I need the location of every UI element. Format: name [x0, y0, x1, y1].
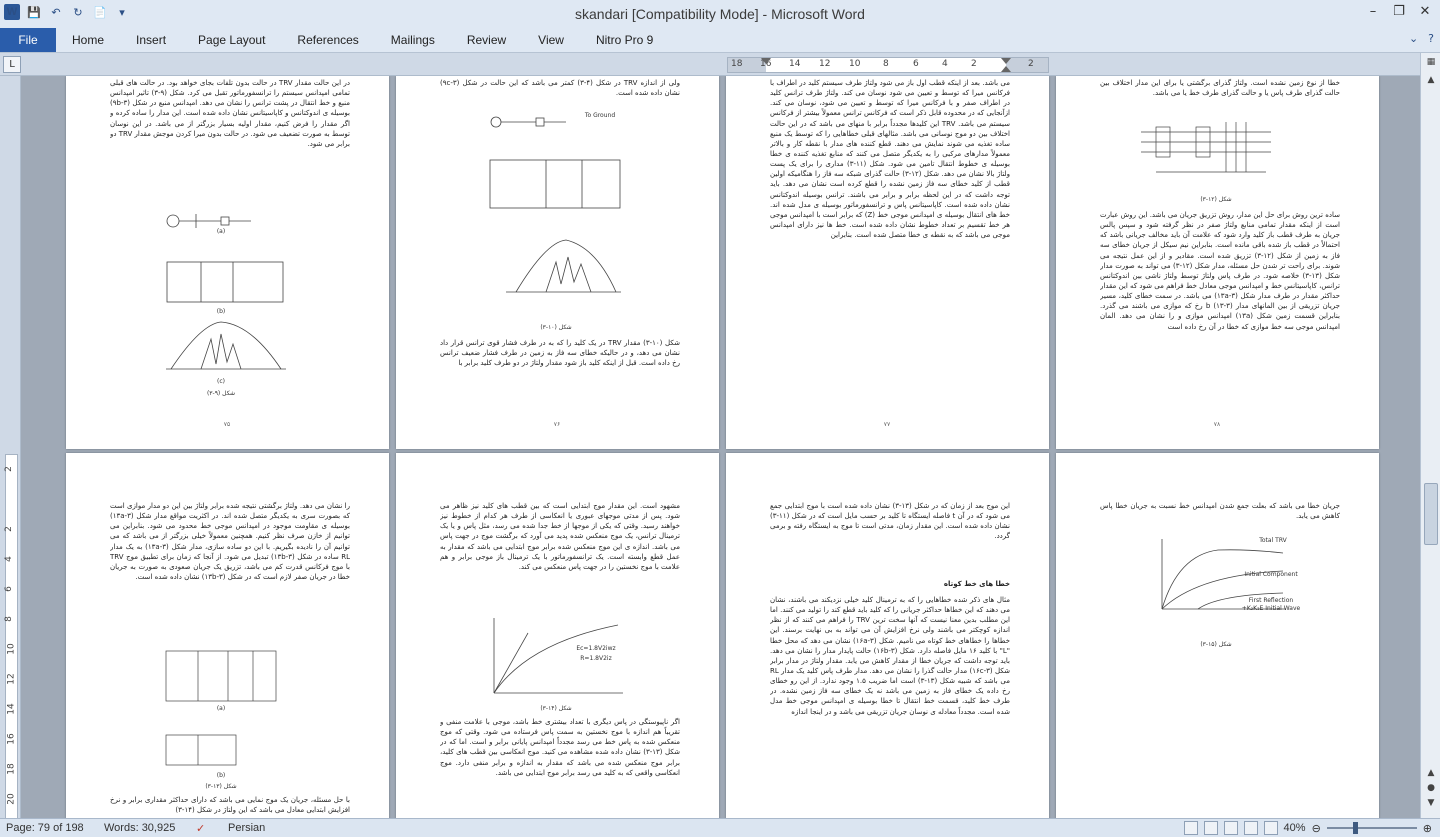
- ruler-number: 2: [971, 59, 977, 69]
- page-80[interactable]: [396, 453, 719, 818]
- ruler-number: 4: [942, 59, 948, 69]
- ruler-number: 2: [1028, 59, 1034, 69]
- page-number: ۷۷: [883, 421, 891, 428]
- figure-label: To Ground: [584, 112, 616, 119]
- vruler-number: 4: [3, 556, 14, 562]
- figure-caption: (a): [216, 705, 226, 712]
- ruler-number: 14: [789, 59, 801, 69]
- tab-mailings[interactable]: Mailings: [390, 33, 435, 47]
- ruler-number: 8: [883, 59, 889, 69]
- figure-caption: شکل (۹-۳): [206, 390, 236, 397]
- page-text: جریان خطا می باشد که بعلت جمع شدن امپدانس خط نسبت به جریان خطا پاس کاهش می یابد.: [1100, 502, 1340, 521]
- figure-caption: (c): [217, 378, 225, 385]
- figure-caption: شکل (۱۰-۳): [540, 324, 572, 331]
- proofing-icon[interactable]: ✓: [196, 823, 206, 835]
- document-area[interactable]: [20, 76, 1420, 818]
- minimize-icon[interactable]: –: [1369, 4, 1377, 19]
- page-count-status[interactable]: Page: 79 of 198: [6, 822, 84, 834]
- vertical-scrollbar[interactable]: [1420, 53, 1440, 818]
- customize-toolbar-icon[interactable]: ▾: [119, 5, 125, 19]
- undo-icon[interactable]: ↶: [51, 5, 61, 19]
- figure-caption: شکل (۱۴-۳): [540, 705, 572, 712]
- circuit-figure-10: [486, 112, 626, 322]
- vruler-number: 12: [6, 673, 17, 685]
- full-screen-reading-icon[interactable]: [1204, 821, 1218, 835]
- draft-icon[interactable]: [1264, 821, 1278, 835]
- page-text: در این حالت مقدار TRV در حالت بدون تلفات بجای خواهد بود. در حالت های قبلی تمامی امپدانس سیستم را ترانسفورماتور تقبل می کرد. شکل (۹-۳) تاثیر امپدانس منبع و خط انتقال در پشت ترانس را نشان می دهد. امپدانس منبع در شکل (۹b-۳) بوسیله ی اندوکتانس و کاپاسیتانس نشان داده شده است. این مدار را ساده کرده و اگر مقدار را فرض کنیم، مقدار اولیه بسیار بزرگتر از می باشد. در این نوسان توسط به صورت تضعیف می شود. در حالت بدون میرا کردن موجش مقدار TRV دو برابر می شود.: [110, 79, 350, 148]
- ruler-toggle-icon[interactable]: ▦: [1426, 57, 1436, 67]
- scrollbar-thumb[interactable]: [1424, 483, 1438, 545]
- tab-nitro-pro[interactable]: Nitro Pro 9: [595, 33, 654, 47]
- vruler-number: 20: [6, 793, 17, 805]
- zoom-level[interactable]: 40%: [1283, 822, 1306, 834]
- page-number: ۷۵: [223, 421, 231, 428]
- hanging-indent-marker-icon[interactable]: [1001, 66, 1011, 72]
- legend-label: +K₂K₃E Initial Wave: [1241, 605, 1301, 612]
- page-text: ولی از اندازه TRV در شکل (۴-۳) کمتر می باشد که این حالت در شکل (۹c-۳) نشان داده شده است.: [440, 79, 680, 98]
- vruler-number: 8: [3, 616, 14, 622]
- figure-caption: (b): [216, 772, 226, 779]
- page-82[interactable]: [1056, 453, 1379, 818]
- page-79[interactable]: [66, 453, 389, 818]
- page-text: مثال های ذکر شده خطاهایی را که به ترمینال کلید خیلی نزدیکند می باشند، نشان می دهند که این خطاها حداکثر جریانی را که کلید باید قطع کند را تولید می کنند. اما این مطلب بدین معنا نیست که آنها سخت ترین TRV را فراهم می کنند که از نظر اندازه کوچکتر می باشند ولی نرخ افزایش آن می تواند به بی نهایت برسند. این خطاها را خطاهای خط کوتاه می نامیم. شکل (۱۶a-۳) نشان می دهد که محل خطا "L" با کلید ۱۶ مایل فاصله دارد. شکل (۱۶b-۳) حالت پایدار مدار را نشان می دهد. باید توجه داشت که جریان خطا از مقدار کاهش می یابد. مقدار ولتاژ در مدار برابر شکل (۱۶c-۳) مدار حالت گذرا را نشان می دهد. مدار طرف پاس کلید یک مدار RL می باشد که شبیه شکل (۱۳-۳) است اما ضریب ۱.۵ وجود ندارد. از این رو خطای رخ داده یک خطای فاز به زمین می باشد نه یک خطای سه فاز زمین نشده. در طرف خط کلید، قسمت خط انتقال تا خطا بوسیله ی امپدانس موجی خط مدل شده است. مجدداً معادله ی نوسان جریان تزریقی می باشد و در اینجا اندازه: [770, 596, 1010, 716]
- word-logo-icon[interactable]: W: [4, 4, 20, 20]
- zoom-out-icon[interactable]: ⊖: [1311, 822, 1321, 835]
- redo-icon[interactable]: ↻: [73, 5, 83, 19]
- page-76[interactable]: [396, 76, 719, 449]
- ruler-number: 10: [849, 59, 861, 69]
- page-77[interactable]: [726, 76, 1049, 449]
- tab-review[interactable]: Review: [466, 33, 507, 47]
- ruler-number: 12: [819, 59, 831, 69]
- ruler-number: 6: [913, 59, 919, 69]
- vruler-number: 2: [3, 526, 14, 532]
- ruler-bar: [0, 53, 1440, 76]
- word-count-status[interactable]: Words: 30,925: [104, 822, 176, 834]
- right-indent-marker-icon[interactable]: [1001, 58, 1011, 64]
- figure-caption: (b): [216, 308, 226, 315]
- figure-caption: شکل (۱۳-۳): [205, 783, 237, 790]
- page-75[interactable]: [66, 76, 389, 449]
- page-number: ۷۶: [553, 421, 561, 428]
- web-layout-icon[interactable]: [1224, 821, 1238, 835]
- indent-marker-icon[interactable]: [761, 58, 771, 64]
- page-text: شکل (۱۰-۳) مقدار TRV در یک کلید را که به در طرف فشار قوی ترانس قرار داد نشان می دهد، و در حالیکه خطای سه فاز به زمین در طرف فشار ضعیف ترانس رخ داده است. قبل از اینکه کلید باز شود مقدار ولتاژ در دو طرف کلید برابر با: [440, 339, 680, 368]
- window-title: skandari [Compatibility Mode] - Microsoft Word: [575, 6, 865, 22]
- new-document-icon[interactable]: 📄: [93, 5, 107, 19]
- vruler-number: 16: [6, 733, 17, 745]
- legend-label: Initial Component: [1244, 571, 1298, 578]
- vruler-number: 18: [6, 763, 17, 775]
- ribbon-tabs: [0, 28, 1440, 53]
- zoom-in-icon[interactable]: ⊕: [1422, 822, 1432, 835]
- page-78[interactable]: [1056, 76, 1379, 449]
- tab-file[interactable]: File: [0, 28, 56, 52]
- vertical-ruler[interactable]: [0, 76, 21, 818]
- page-text: این موج بعد از زمان که در شکل (۱۳-۳) نشان داده شده است با موج ابتدایی جمع می شود که در آن t فاصله ایستگاه تا کلید بر حسب مایل است که در شکل (۱۱-۳) نشان داده شده است. این مقدار زمان، مدتی است تا موج به ایستگاه رفته و برمی گردد.: [770, 502, 1010, 541]
- tab-page-layout[interactable]: Page Layout: [198, 33, 266, 47]
- page-text: مشهود است. این مقدار موج ابتدایی است که بین قطب های کلید نیز ظاهر می شود. پس از مدتی موجهای عبوری یا انعکاسی از طرف هر کدام از خطوط نیز خواهند رسید. وقتی که یکی از موجها از خط جدا شده می رسد، مثل پاس و یا یک ترمینال ترانس، یک موج منعکس شده پدید می آورد که برگشت موج در جهت پاس می باشد. اندازه ی این موج منعکس شده برابر موج ابتدایی می باشد که مقدار به عمل قطع وابسته است. یک ترانسفورماتور با یک ترمینال باز موجی برابر و هم علامت با موج نخستین را در جهت پاس منعکس می کند.: [440, 502, 680, 571]
- legend-label: Total TRV: [1259, 537, 1287, 544]
- ruler-number: 16: [760, 59, 772, 69]
- browse-object-icon[interactable]: ●: [1427, 783, 1435, 793]
- previous-page-icon[interactable]: ▲: [1427, 768, 1435, 778]
- outline-icon[interactable]: [1244, 821, 1258, 835]
- page-text: ساده ترین روش برای حل این مدار، روش تزریق جریان می باشد. این روش عبارت است از اینکه مقدار تمامی منابع ولتاژ صفر در نظر گرفته شود و سپس پالس جریان به طرف قطب باز کلید وارد شود که علامت آن باید مخالف جریانی باشد که احتمالاً در قطب باز شده باقی مانده است. بنابراین نیم سیکل از جریان خطای سه فاز به زمین از شکل (۱۲-۳) تزریق شده است. مقادیر و از این عمل نتیجه می شوند. برای راحت تر شدن حل مسئله، مدار شکل (۱۲-۳) می تواند به صورت مدار شکل (۱۳-۳) خلاصه شود. در طرف پاس ولتاژ توسط ولتاژ ناشی بین اندوکتانس ترانس، کاپاسیتانس خط و امپدانس موجی معادل خط فراهم می شود که این مقدار حداکثر مقدار در طرف مدار شکل (۱۳a-۳) می باشد. در سمت خطای کلید، مسیر جریان تزریقی از بین المانهای مدار b (۱۳-۳) رخ که موازی می باشند می گذرد. بنابراین قسمت زمین شکل (۱۳a) امپدانس موازی و را نشان می دهد. المان امپدانس موجی سه خط موازی که خطا در آن رخ داده است: [1100, 211, 1340, 331]
- network-figure-12: [1136, 112, 1276, 192]
- zoom-controls: [1184, 821, 1432, 835]
- tab-references[interactable]: References: [297, 33, 359, 47]
- vruler-number: 14: [6, 703, 17, 715]
- restore-icon[interactable]: ❐: [1393, 4, 1405, 19]
- expand-ribbon-icon[interactable]: ⌄: [1408, 32, 1419, 45]
- figure-caption: شکل (۱۵-۳): [1200, 641, 1232, 648]
- page-number: ۷۸: [1213, 421, 1221, 428]
- page-text: با حل مسئله، جریان یک موج نمایی می باشد که دارای حداکثر مقداری برابر و نرخ افزایش ابتدایی معادل می باشد که این ولتاژ در شکل (۱۴-۳): [110, 796, 350, 815]
- tab-view[interactable]: View: [538, 33, 564, 47]
- tab-insert[interactable]: Insert: [136, 33, 167, 47]
- page-text: می باشد. بعد از اینکه قطب اول باز می شود ولتاژ طرف سیستم کلید در اطراف با فرکانس میرا که توسط و تعیین می شود نوسان می کند. ولتاژ طرف ترانس کلید در اطراف صفر و با فرکانس میرا که توسط و تعیین می شود، نوسان می کند. ازآنجایی که در محدوده قابل ذکر است که فرکانس ترانس معمولاً بیشتر از فرکانس سیستم می باشد. TRV این کلیدها مجدداً برابر با منهای می باشد که در این حالت اختلاف بین دو موج نوسانی می باشد. مثالهای قبلی خطاهایی را که توسط یک منبع ساده تغذیه می شوند نمایش می دهند. قطع کننده های مدار با نقطه کار و بالاتر معمولاً مدارهای مرکبی را به یکدیگر متصل می کنند که منابع تغذیه کننده ی خطا بوسیله ی خطوط انتقال تامین می شود. شکل (۱۱-۳) مداری را برای یک پست ولتاژ بالا نشان می دهد. شکل (۱۲-۳) حالت گذرای شبکه سه فاز را هنگامیکه اولین قطب از کلید خطای سه فاز زمین نشده را قطع کرده است نشان می دهد. باید توجه داشت که در این لحظه برابر و برابر می باشند. ترانس بوسیله اندوکتانس نشان داده شده است. کاپاسیتانس پاس و ترانسفورماتور بوسیله ی مدل شده اند. خط های انتقال بوسیله ی امپدانس موجی خط (Z) که برابر است با امپدانس موجی هر خط تقسیم بر تعداد خطوط نشان داده شده است. خط ها نیز دارای امپدانس موجی می باشد که به نقطه ی خطا متصل شده است. بنابراین: [770, 79, 1010, 240]
- zoom-slider[interactable]: [1327, 827, 1417, 829]
- vruler-number: 6: [3, 586, 14, 592]
- figure-caption: (a): [216, 228, 226, 235]
- figure-caption: شکل (۱۲-۳): [1200, 196, 1232, 203]
- legend-label: R=1.8V2iz: [580, 655, 612, 662]
- tab-selector-icon[interactable]: L: [3, 56, 21, 73]
- next-page-icon[interactable]: ▼: [1427, 798, 1435, 808]
- horizontal-ruler[interactable]: [727, 57, 1049, 73]
- page-text: را نشان می دهد. ولتاژ برگشتی نتیجه شده برابر ولتاژ بین این دو مدار موازی است که بصورت سری به یکدیگر متصل شده اند. در اکثریت مواقع مدار شکل (۱۳a-۳) بوسیله ی مقاومت موجود در امپدانس موجی خط محدود می شود. بنابراین می توانیم از خازن صرف نظر کنیم. همچنین معمولاً خیلی بزرگتر از می باشد که می توانیم آن را نادیده بگیریم. با این دو ساده سازی، مدار شکل (۱۳a-۳) به یک مدار RL ساده در شکل (۱۳b-۳) تبدیل می شود. از آنجا که زمان برای تطبیق موج TRV با موج فرکانس قدرت کم می باشد، تزریق یک جریان صعودی به صورت به جریان خطا در جریان صفر لازم است که در شکل (۱۳b-۳) نشان داده شده است.: [110, 502, 350, 581]
- vruler-number: 2: [3, 466, 14, 472]
- legend-label: First Reflection: [1248, 597, 1294, 604]
- status-bar: [0, 818, 1440, 837]
- vruler-number: 10: [6, 643, 17, 655]
- ruler-number: 18: [731, 59, 743, 69]
- page-text: اگر ناپیوستگی در پاس دیگری با تعداد بیشتری خط باشد، موجی با علامت منفی و تقریباً هم اندازه با موج نخستین به سمت پاس فرستاده می شود. وقتی که موج منعکس شده به پاس خط می رسد مجدداً امپدانس پایانی برابر و است. اما که در شکل (۱۳-۳) نشان داده شده مشاهده می کنید. موج انعکاسی بین قطب های کلید، برابر موج منعکس شده می باشد که مقدار به اندازه و برابر منفی دارد. موج انعکاسی واقعی که به کلید می رسد برابر موج ابتدایی می باشد.: [440, 718, 680, 777]
- tab-home[interactable]: Home: [72, 33, 105, 47]
- legend-label: Ec=1.8V2iwz: [576, 645, 616, 652]
- window-controls: [1366, 4, 1432, 19]
- close-icon[interactable]: ✕: [1419, 4, 1431, 19]
- save-icon[interactable]: 💾: [27, 5, 41, 19]
- page-81[interactable]: [726, 453, 1049, 818]
- title-bar: [0, 0, 1440, 29]
- page-text: خطا از نوع زمین نشده است. ولتاژ گذرای برگشتی یا برای این مدار اختلاف بین حالت گذرای طرف پاس یا و حالت گذرای طرف خط یا می باشد.: [1100, 79, 1340, 98]
- zoom-slider-knob[interactable]: [1353, 822, 1358, 834]
- section-heading: خطا های خط کوتاه: [943, 580, 1010, 588]
- language-status[interactable]: Persian: [228, 822, 266, 834]
- help-icon[interactable]: ?: [1428, 32, 1434, 45]
- scroll-up-icon[interactable]: ▲: [1427, 75, 1435, 85]
- print-layout-icon[interactable]: [1184, 821, 1198, 835]
